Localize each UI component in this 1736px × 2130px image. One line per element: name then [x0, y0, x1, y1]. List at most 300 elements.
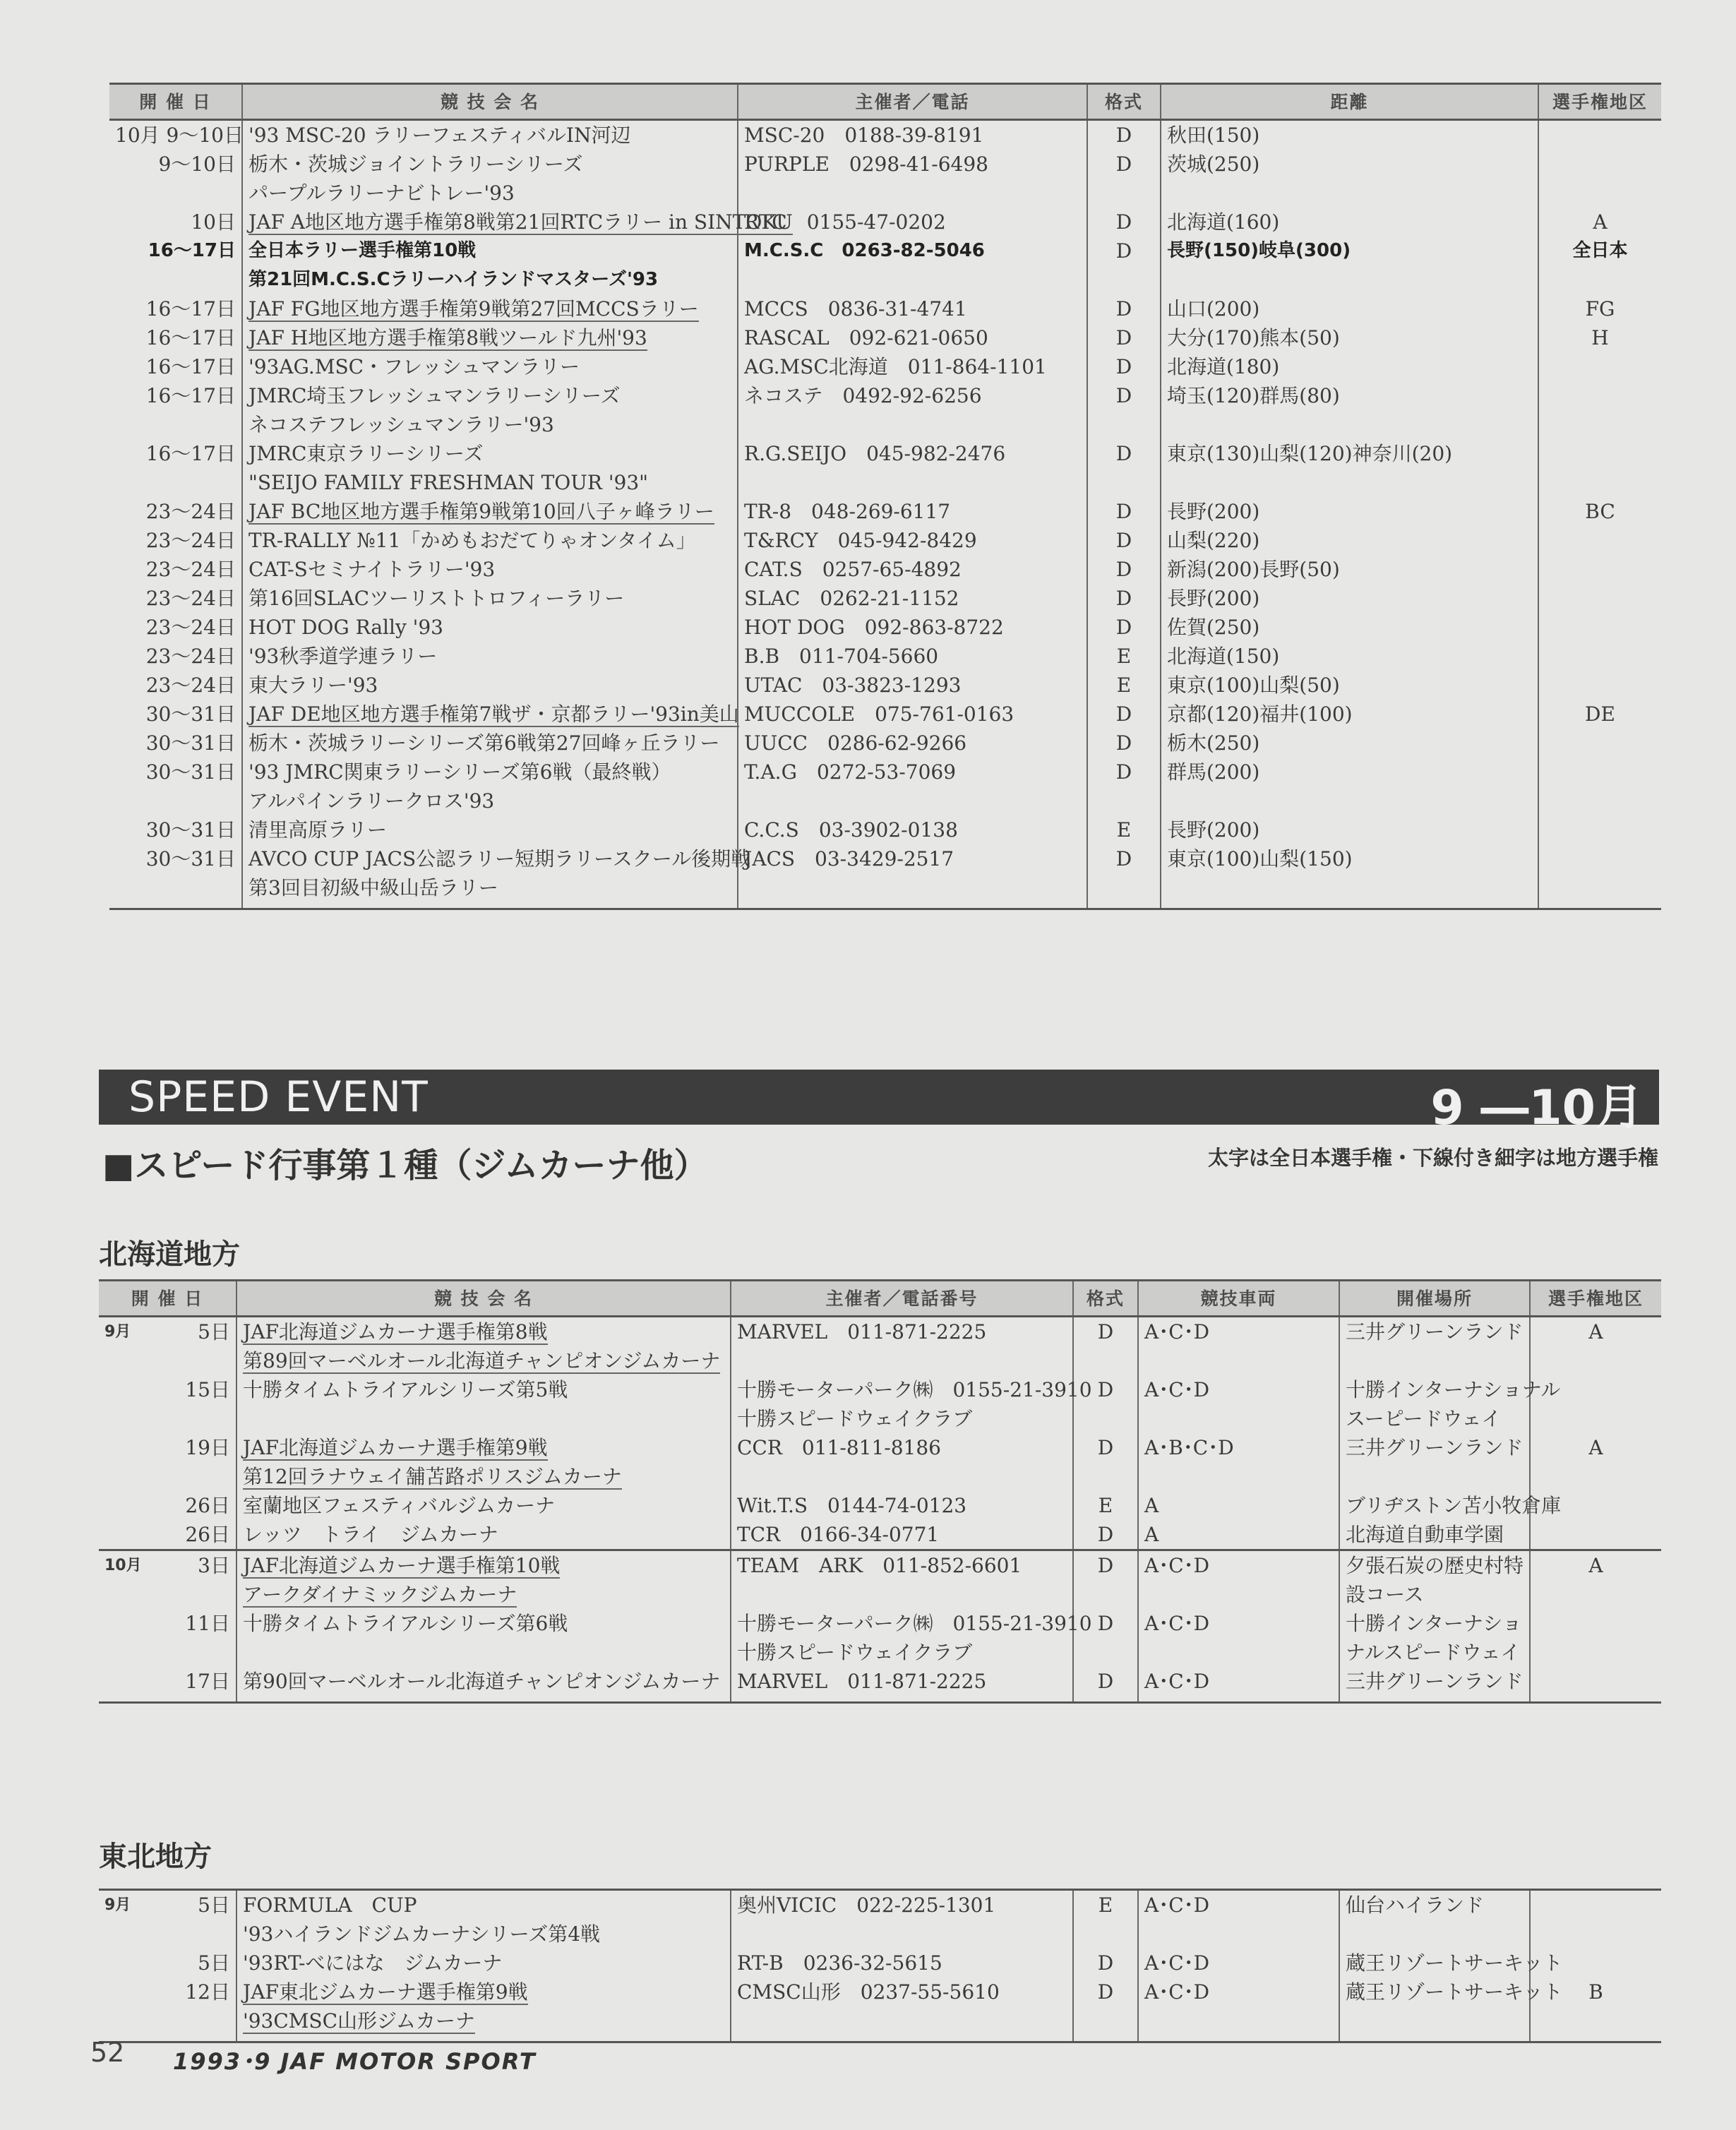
venue-line: ナルスピードウェイ — [1346, 1641, 1521, 1664]
header-venue: 開催場所 — [1339, 1281, 1530, 1317]
event-name-line — [243, 1551, 724, 1580]
championship-region: FG — [1538, 294, 1661, 323]
championship-region — [1538, 671, 1661, 700]
header-distance: 距離 — [1161, 84, 1538, 120]
header-date: 開 催 日 — [109, 84, 242, 120]
organizer — [738, 208, 1087, 237]
organizer — [731, 1550, 1073, 1610]
organizer — [738, 758, 1087, 815]
table-row — [109, 120, 1661, 150]
event-distance: 長野(200) — [1161, 815, 1538, 844]
organizer — [738, 323, 1087, 352]
event-distance: 長野(150)岐阜(300) — [1161, 237, 1538, 294]
event-name-line: '93 MSC-20 ラリーフェスティバルIN河辺 — [249, 124, 631, 147]
venue-line: 十勝インターナショナル — [1346, 1378, 1561, 1401]
event-name-line — [243, 1462, 724, 1491]
event-name-line: アルパインラリークロス'93 — [249, 789, 495, 813]
organizer-line: B.B 011-704-5660 — [744, 645, 939, 668]
event-name — [237, 1667, 731, 1703]
event-name-line: TR-RALLY №11「かめもおだてりゃオンタイム」 — [249, 529, 696, 552]
event-name — [242, 700, 738, 729]
event-distance: 茨城(250) — [1161, 150, 1538, 208]
venue-line: 三井グリーンランド — [1346, 1670, 1524, 1693]
organizer — [731, 1609, 1092, 1667]
event-date — [99, 1978, 237, 2042]
event-name-underlined: '93CMSC山形ジムカーナ — [243, 2009, 475, 2033]
event-name-line — [249, 208, 793, 237]
event-name — [237, 1978, 731, 2042]
event-name-underlined: JAF H地区地方選手権第8戦ツールド九州'93 — [249, 326, 647, 349]
venue — [1339, 1978, 1563, 2042]
event-name-line — [243, 1978, 724, 2006]
event-day: 15日 — [185, 1378, 230, 1401]
event-name-line: CAT-Sセミナイトラリー'93 — [249, 558, 496, 581]
organizer — [731, 1317, 1073, 1376]
organizer-line: AG.MSC北海道 011-864-1101 — [744, 355, 1047, 378]
event-date: 9～10日 — [158, 152, 236, 176]
event-format: D — [1087, 497, 1161, 526]
championship-region — [1538, 439, 1661, 497]
car-class: A — [1138, 1520, 1339, 1550]
page-number: 52 — [90, 2037, 125, 2068]
table-row — [99, 1317, 1661, 1376]
event-date: 23～24日 — [145, 645, 236, 668]
table-row — [99, 1978, 1661, 2042]
event-format: D — [1087, 758, 1161, 815]
event-distance: 東京(130)山梨(120)神奈川(20) — [1161, 439, 1538, 497]
table-row — [109, 555, 1661, 584]
event-format: E — [1087, 671, 1161, 700]
banner-title: SPEED EVENT — [128, 1072, 429, 1122]
venue-line: 仙台ハイランド — [1346, 1893, 1485, 1917]
table-row — [99, 1375, 1661, 1433]
event-date: 16～17日 — [148, 240, 236, 261]
event-format: D — [1087, 729, 1161, 758]
event-name-line — [249, 700, 739, 729]
event-name-line: 栃木・茨城ラリーシリーズ第6戦第27回峰ヶ丘ラリー — [249, 731, 720, 755]
event-name-underlined: JAF北海道ジムカーナ選手権第10戦 — [243, 1554, 561, 1577]
event-name — [242, 758, 738, 815]
venue-line: 蔵王リゾートサーキット — [1346, 1980, 1563, 2004]
organizer-line: Wit.T.S 0144-74-0123 — [737, 1494, 967, 1517]
organizer-line: CMSC山形 0237-55-5610 — [737, 1980, 1000, 2004]
organizer-line: TEAM ARK 011-852-6601 — [737, 1554, 1022, 1577]
event-distance: 佐賀(250) — [1161, 613, 1538, 642]
event-name-underlined: JAF北海道ジムカーナ選手権第9戦 — [243, 1436, 548, 1459]
organizer-line: UUCC 0286-62-9266 — [744, 731, 967, 755]
venue — [1339, 1433, 1530, 1491]
organizer-line: PURPLE 0298-41-6498 — [744, 152, 988, 176]
championship-region — [1538, 150, 1661, 208]
event-date: 16～17日 — [145, 442, 236, 465]
event-format: D — [1087, 294, 1161, 323]
venue-line: 三井グリーンランド — [1346, 1436, 1524, 1459]
event-name — [237, 1491, 731, 1520]
event-name-underlined: JAF東北ジムカーナ選手権第9戦 — [243, 1980, 528, 2004]
table-row — [109, 700, 1661, 729]
championship-region — [1538, 758, 1661, 815]
venue — [1339, 1491, 1562, 1520]
event-distance: 北海道(160) — [1161, 208, 1538, 237]
event-date — [99, 1433, 237, 1491]
event-name-line: 清里高原ラリー — [249, 818, 388, 842]
event-format: D — [1073, 1433, 1138, 1491]
championship-region — [1538, 555, 1661, 584]
event-name-line — [243, 2006, 724, 2035]
magazine-footer: 1993･9 JAF MOTOR SPORT — [173, 2048, 537, 2075]
event-day: 11日 — [185, 1612, 230, 1635]
organizer-line: ネコステ 0492-92-6256 — [744, 384, 982, 407]
organizer-line: CCR 011-811-8186 — [737, 1436, 941, 1459]
organizer-line: T&RCY 045-942-8429 — [744, 529, 977, 552]
event-format: D — [1087, 208, 1161, 237]
event-format: E — [1087, 642, 1161, 671]
organizer — [738, 815, 1087, 844]
organizer — [738, 844, 1087, 909]
event-name — [242, 439, 738, 497]
table-row — [109, 815, 1661, 844]
table-row — [99, 1491, 1661, 1520]
event-name-underlined: 第89回マーベルオール北海道チャンピオンジムカーナ — [243, 1349, 721, 1372]
event-date: 23～24日 — [145, 674, 236, 697]
event-name-line: 第21回M.C.S.Cラリーハイランドマスターズ'93 — [249, 269, 659, 290]
event-name-underlined: アークダイナミックジムカーナ — [243, 1583, 517, 1606]
organizer-line: CAT.S 0257-65-4892 — [744, 558, 962, 581]
event-distance: 東京(100)山梨(150) — [1161, 844, 1538, 909]
event-distance: 長野(200) — [1161, 497, 1538, 526]
organizer — [738, 584, 1087, 613]
championship-region — [1538, 613, 1661, 642]
table-row — [109, 729, 1661, 758]
event-name-line: 全日本ラリー選手権第10戦 — [249, 240, 477, 261]
event-distance: 東京(100)山梨(50) — [1161, 671, 1538, 700]
event-name-line: 室蘭地区フェスティバルジムカーナ — [243, 1494, 555, 1517]
organizer — [731, 1433, 1073, 1491]
banner-month: 9 ―10月 — [1430, 1080, 1644, 1136]
car-class: A･C･D — [1138, 1609, 1339, 1667]
organizer-line: MCCS 0836-31-4741 — [744, 297, 967, 321]
table-row — [109, 323, 1661, 352]
organizer — [738, 700, 1087, 729]
organizer — [738, 439, 1087, 497]
organizer — [731, 1949, 1073, 1978]
event-date: 30～31日 — [145, 818, 236, 842]
organizer — [738, 237, 1087, 294]
event-name — [242, 642, 738, 671]
organizer-line: RT-B 0236-32-5615 — [737, 1951, 942, 1975]
event-name-underlined: JAF DE地区地方選手権第7戦ザ・京都ラリー'93in美山 — [249, 702, 739, 726]
header-region: 選手権地区 — [1530, 1281, 1661, 1317]
championship-region — [1530, 1520, 1661, 1550]
organizer-line: R.G.SEIJO 045-982-2476 — [744, 442, 1006, 465]
event-name — [237, 1375, 731, 1433]
event-distance: 北海道(180) — [1161, 352, 1538, 381]
organizer — [731, 1375, 1092, 1433]
event-name-line — [243, 1346, 724, 1375]
event-format: D — [1087, 120, 1161, 150]
event-name — [237, 1949, 731, 1978]
section-title: ■スピード行事第１種（ジムカーナ他） — [102, 1146, 708, 1185]
event-name-line: '93AG.MSC・フレッシュマンラリー — [249, 355, 580, 378]
event-distance: 大分(170)熊本(50) — [1161, 323, 1538, 352]
table-row — [109, 758, 1661, 815]
venue-line: 北海道自動車学園 — [1346, 1523, 1504, 1546]
organizer-line: MSC-20 0188-39-8191 — [744, 124, 984, 147]
event-date — [99, 1609, 237, 1667]
organizer — [738, 497, 1087, 526]
event-name-line: '93秋季道学連ラリー — [249, 645, 438, 668]
organizer-line: SLAC 0262-21-1152 — [744, 587, 959, 610]
header-date: 開 催 日 — [99, 1281, 237, 1317]
championship-region — [1538, 120, 1661, 150]
event-date: 23～24日 — [145, 500, 236, 523]
header-format: 格式 — [1073, 1281, 1138, 1317]
championship-region — [1538, 352, 1661, 381]
organizer-line: M.C.S.C 0263-82-5046 — [744, 240, 985, 261]
organizer — [731, 1667, 1073, 1703]
event-name-underlined: JAF FG地区地方選手権第9戦第27回MCCSラリー — [249, 297, 699, 321]
organizer-line: MARVEL 011-871-2225 — [737, 1320, 987, 1344]
event-date — [99, 1520, 237, 1550]
event-name — [237, 1890, 731, 1949]
event-day: 12日 — [185, 1980, 230, 2004]
event-name-line: 第16回SLACツーリストトロフィーラリー — [249, 587, 625, 610]
event-name — [242, 237, 738, 294]
event-distance: 京都(120)福井(100) — [1161, 700, 1538, 729]
event-name — [242, 555, 738, 584]
event-format: D — [1087, 700, 1161, 729]
event-name — [237, 1609, 731, 1667]
event-distance: 北海道(150) — [1161, 642, 1538, 671]
table-row — [109, 526, 1661, 555]
header-format: 格式 — [1087, 84, 1161, 120]
event-name — [242, 352, 738, 381]
championship-region — [1538, 815, 1661, 844]
organizer — [738, 671, 1087, 700]
event-format: D — [1087, 613, 1161, 642]
organizer-line: T.A.G 0272-53-7069 — [744, 760, 957, 784]
venue — [1339, 1520, 1530, 1550]
event-format: D — [1087, 352, 1161, 381]
event-format: D — [1087, 439, 1161, 497]
event-name-line: 十勝タイムトライアルシリーズ第6戦 — [243, 1612, 568, 1635]
event-day: 5日 — [198, 1951, 230, 1975]
event-name — [237, 1550, 731, 1610]
event-date: 16～17日 — [145, 384, 236, 407]
event-date: 30～31日 — [145, 760, 236, 784]
championship-region — [1538, 642, 1661, 671]
organizer-line: TCR 0166-34-0771 — [737, 1523, 940, 1546]
table-row — [109, 613, 1661, 642]
event-format: D — [1073, 1609, 1138, 1667]
event-name-line: 東大ラリー'93 — [249, 674, 378, 697]
venue — [1339, 1609, 1530, 1667]
event-date — [99, 1949, 237, 1978]
car-class: A･C･D — [1138, 1949, 1339, 1978]
championship-region: A — [1530, 1550, 1661, 1610]
event-name-line — [243, 1317, 724, 1346]
event-date: 16～17日 — [145, 297, 236, 321]
championship-region: BC — [1538, 497, 1661, 526]
header-organizer: 主催者／電話 — [738, 84, 1087, 120]
event-day: 26日 — [185, 1494, 230, 1517]
event-date — [99, 1890, 237, 1949]
venue-line: 夕張石炭の歴史村特 — [1346, 1554, 1524, 1577]
championship-region: B — [1530, 1978, 1661, 2042]
table-row — [109, 208, 1661, 237]
event-date — [99, 1667, 237, 1703]
table-row — [109, 584, 1661, 613]
event-name-line: JMRC埼玉フレッシュマンラリーシリーズ — [249, 384, 621, 407]
event-format: D — [1073, 1550, 1138, 1610]
event-format: E — [1073, 1491, 1138, 1520]
event-month: 9月 — [104, 1896, 131, 1914]
organizer-line: TR-8 048-269-6117 — [744, 500, 951, 523]
event-format: D — [1087, 150, 1161, 208]
championship-region: A — [1530, 1317, 1661, 1376]
event-name-line: 栃木・茨城ジョイントラリーシリーズ — [249, 152, 583, 176]
table-row — [109, 352, 1661, 381]
rally-schedule-table — [109, 83, 1661, 910]
event-month: 9月 — [104, 1323, 131, 1341]
table-row — [99, 1949, 1661, 1978]
event-date — [99, 1491, 237, 1520]
event-date: 23～24日 — [145, 616, 236, 639]
organizer-line: 十勝モーターパーク㈱ 0155-21-3910 — [737, 1378, 1092, 1401]
table-row — [109, 671, 1661, 700]
event-distance: 山梨(220) — [1161, 526, 1538, 555]
event-name — [242, 815, 738, 844]
venue — [1339, 1317, 1530, 1376]
event-month: 10月 — [104, 1557, 142, 1574]
event-date: 16～17日 — [145, 326, 236, 349]
event-name — [242, 120, 738, 150]
rally-header-row — [109, 84, 1661, 120]
event-name — [242, 613, 738, 642]
event-name-line: '93 JMRC関東ラリーシリーズ第6戦（最終戦） — [249, 760, 671, 784]
event-format: D — [1087, 844, 1161, 909]
event-day: 26日 — [185, 1523, 230, 1546]
event-name — [242, 294, 738, 323]
championship-region — [1530, 1667, 1661, 1703]
organizer — [738, 352, 1087, 381]
event-day: 17日 — [185, 1670, 230, 1693]
table-row — [109, 381, 1661, 439]
event-name-line: パープルラリーナビトレー'93 — [249, 181, 515, 205]
organizer-line: RASCAL 092-621-0650 — [744, 326, 988, 349]
organizer — [738, 294, 1087, 323]
event-name-line: 第90回マーベルオール北海道チャンピオンジムカーナ — [243, 1670, 721, 1693]
event-distance: 栃木(250) — [1161, 729, 1538, 758]
championship-region — [1530, 1890, 1661, 1949]
tohoku-schedule-table — [99, 1889, 1661, 2043]
speed-header-row — [99, 1281, 1661, 1317]
event-name — [237, 1520, 731, 1550]
event-name-underlined: JAF BC地区地方選手権第9戦第10回八子ヶ峰ラリー — [249, 500, 714, 523]
section-note: 太字は全日本選手権・下線付き細字は地方選手権 — [1207, 1146, 1658, 1170]
organizer-line: MARVEL 011-871-2225 — [737, 1670, 987, 1693]
event-name-underlined: JAF A地区地方選手権第8戦第21回RTCラリー in SINTOKU — [249, 210, 793, 234]
event-date — [99, 1375, 237, 1433]
table-row — [109, 497, 1661, 526]
championship-region: A — [1538, 208, 1661, 237]
table-row — [109, 844, 1661, 909]
event-day: 19日 — [185, 1436, 230, 1459]
car-class: A･C･D — [1138, 1375, 1339, 1433]
organizer-line: HOT DOG 092-863-8722 — [744, 616, 1004, 639]
championship-region: H — [1538, 323, 1661, 352]
organizer — [731, 1978, 1073, 2042]
event-format: D — [1087, 381, 1161, 439]
event-date — [99, 1550, 237, 1610]
event-date: 10月 9～10日 — [115, 124, 244, 147]
event-format: D — [1073, 1978, 1138, 2042]
organizer — [738, 729, 1087, 758]
organizer-line: UTAC 03-3823-1293 — [744, 674, 962, 697]
car-class: A･C･D — [1138, 1978, 1339, 2042]
event-distance: 山口(200) — [1161, 294, 1538, 323]
event-name — [242, 729, 738, 758]
organizer — [738, 150, 1087, 208]
event-name-line: JMRC東京ラリーシリーズ — [249, 442, 484, 465]
event-name-line: HOT DOG Rally '93 — [249, 616, 443, 639]
event-date: 10日 — [191, 210, 236, 234]
championship-region: A — [1530, 1433, 1661, 1491]
organizer-line: MUCCOLE 075-761-0163 — [744, 702, 1014, 726]
organizer — [731, 1520, 1073, 1550]
event-format: D — [1087, 584, 1161, 613]
championship-region — [1538, 584, 1661, 613]
event-format: E — [1073, 1890, 1138, 1949]
event-format: D — [1087, 323, 1161, 352]
championship-region — [1530, 1609, 1661, 1667]
championship-region — [1538, 381, 1661, 439]
car-class: A･C･D — [1138, 1550, 1339, 1610]
organizer — [738, 613, 1087, 642]
table-row — [99, 1433, 1661, 1491]
event-day: 3日 — [198, 1554, 230, 1577]
header-event-name: 競 技 会 名 — [242, 84, 738, 120]
speed-event-banner — [99, 1070, 1659, 1136]
organizer — [738, 526, 1087, 555]
event-name-line — [249, 497, 731, 526]
event-name-line — [249, 294, 731, 323]
event-name-line: AVCO CUP JACS公認ラリー短期ラリースクール後期戦 — [249, 847, 751, 870]
organizer-line: 奥州VICIC 022-225-1301 — [737, 1893, 996, 1917]
region-title-tohoku: 東北地方 — [99, 1841, 212, 1873]
event-distance: 群馬(200) — [1161, 758, 1538, 815]
event-name — [242, 497, 738, 526]
event-date: 30～31日 — [145, 702, 236, 726]
event-name-line — [243, 1580, 724, 1609]
event-name — [242, 526, 738, 555]
event-format: D — [1087, 526, 1161, 555]
table-row — [99, 1520, 1661, 1550]
event-name — [237, 1433, 731, 1491]
event-name-underlined: JAF北海道ジムカーナ選手権第8戦 — [243, 1320, 548, 1344]
event-name-line: ネコステフレッシュマンラリー'93 — [249, 413, 554, 436]
organizer-line: C.C.S 03-3902-0138 — [744, 818, 958, 842]
car-class: A･C･D — [1138, 1890, 1339, 1949]
venue — [1339, 1667, 1530, 1703]
event-format: D — [1087, 555, 1161, 584]
organizer — [731, 1890, 1073, 1949]
event-name-line: '93RT-べにはな ジムカーナ — [243, 1951, 503, 1975]
table-row — [109, 439, 1661, 497]
organizer-line: 十勝スピードウェイクラブ — [737, 1641, 973, 1664]
organizer — [738, 642, 1087, 671]
car-class: A･C･D — [1138, 1667, 1339, 1703]
